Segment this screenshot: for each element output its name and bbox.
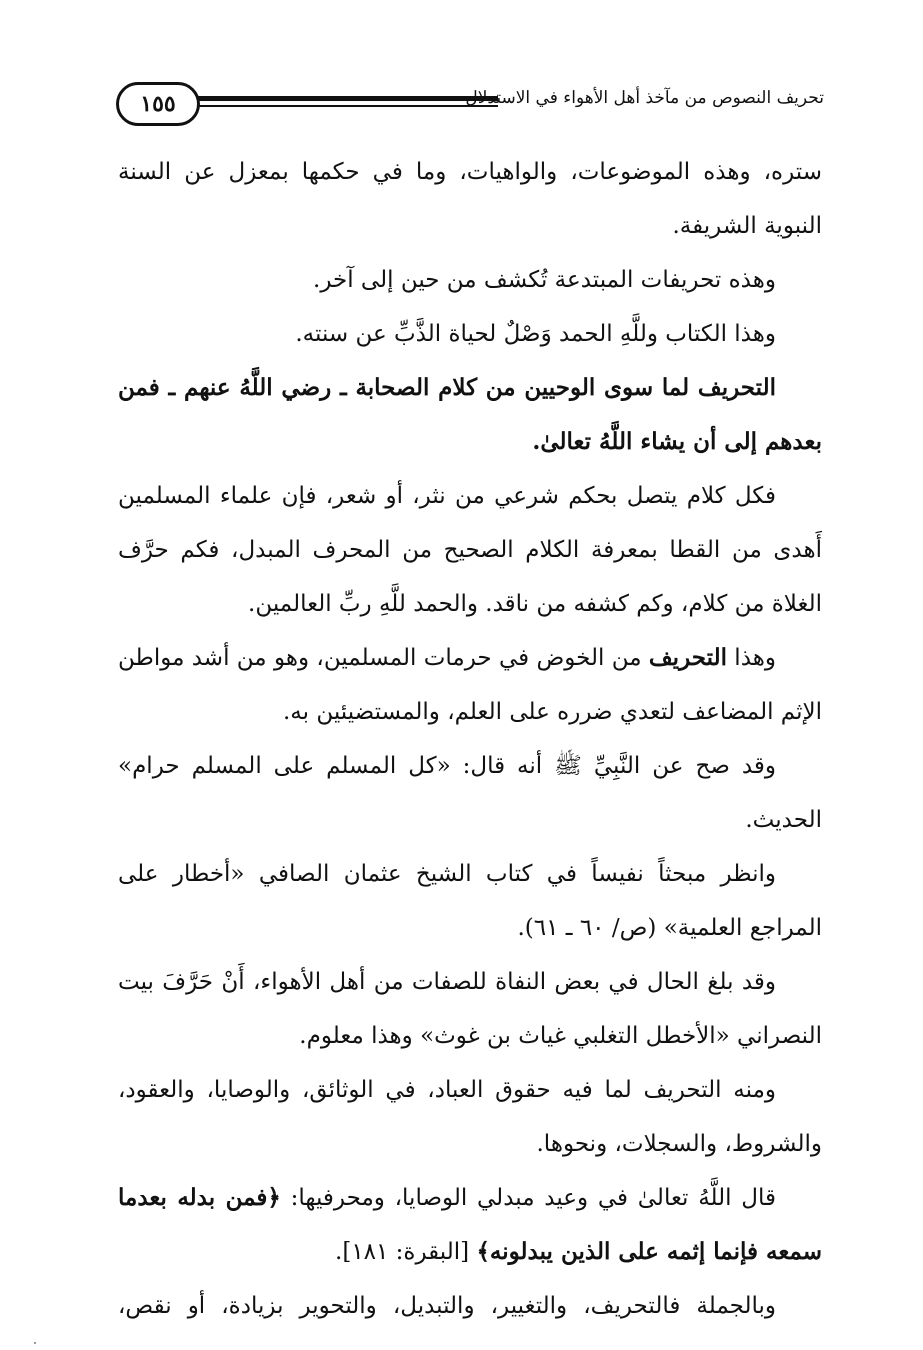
paragraph-5: فكل كلام يتصل بحكم شرعي من نثر، أو شعر، فإن علماء المسلمين أَهدى من القطا بمعرفة الكلام الصحيح من المحرف المبدل، فكم حرَّف الغلاة من كلام، وكم كشفه من ناقد. والحمد للَّهِ ربِّ العالمين. (118, 483, 822, 617)
paragraph-2: وهذه تحريفات المبتدعة تُكشف من حين إلى آخر. (313, 267, 776, 293)
header-rule (198, 96, 498, 110)
running-head: تحريف النصوص من مآخذ أهل الأهواء في الاستدلال (465, 88, 824, 108)
quran-reference: [البقرة: ١٨١]. (335, 1239, 477, 1265)
paragraph-11-lead: قال اللَّهُ تعالىٰ في وعيد مبدلي الوصايا، ومحرفيها: (280, 1185, 776, 1211)
body-text (118, 145, 822, 1333)
page-number: ١٥٥ (116, 82, 200, 126)
paragraph-11 (118, 1171, 822, 1279)
scan-speck (34, 1342, 36, 1344)
paragraph-12: وبالجملة فالتحريف، والتغيير، والتبديل، والتحوير بزيادة، أو نقص، (118, 1293, 776, 1319)
page-header (108, 82, 824, 126)
quran-quote: ﴿فمن بدله بعدما سمعه فإنما إثمه على الذين يبدلونه﴾ (118, 1184, 822, 1265)
paragraph-3: وهذا الكتاب وللَّهِ الحمد وَصْلٌ لحياة الذَّبِّ عن سنته. (295, 321, 776, 347)
paragraph-6-lead: وهذا (726, 645, 776, 671)
paragraph-6-term: التحريف (648, 644, 727, 671)
paragraph-10: ومنه التحريف لما فيه حقوق العباد، في الوثائق، والوصايا، والعقود، والشروط، والسجلات، ونحوها. (118, 1077, 822, 1157)
section-heading-paragraph: التحريف لما سوى الوحيين من كلام الصحابة ـ رضي اللَّهُ عنهم ـ فمن بعدهم إلى أن يشاء اللَّهُ تعالىٰ. (118, 374, 822, 455)
header-rule-thick (198, 96, 498, 101)
paragraph-7: وقد صح عن النَّبِيِّ ﷺ أنه قال: «كل المسلم على المسلم حرام» الحديث. (118, 753, 822, 833)
paragraph-1: ستره، وهذه الموضوعات، والواهيات، وما في حكمها بمعزل عن السنة النبوية الشريفة. (118, 159, 822, 239)
paragraph-6-rest: من الخوض في حرمات المسلمين، وهو من أشد مواطن الإثم المضاعف لتعدي ضرره على العلم، والمستضيئين به. (118, 645, 822, 725)
paragraph-6 (118, 631, 822, 739)
paragraph-9: وقد بلغ الحال في بعض النفاة للصفات من أهل الأهواء، أَنْ حَرَّفَ بيت النصراني «الأخطل التغلبي غياث بن غوث» وهذا معلوم. (118, 969, 822, 1049)
header-rule-thin (198, 105, 498, 107)
paragraph-8: وانظر مبحثاً نفيساً في كتاب الشيخ عثمان الصافي «أخطار على المراجع العلمية» (ص/ ٦٠ ـ ٦١). (118, 861, 822, 941)
